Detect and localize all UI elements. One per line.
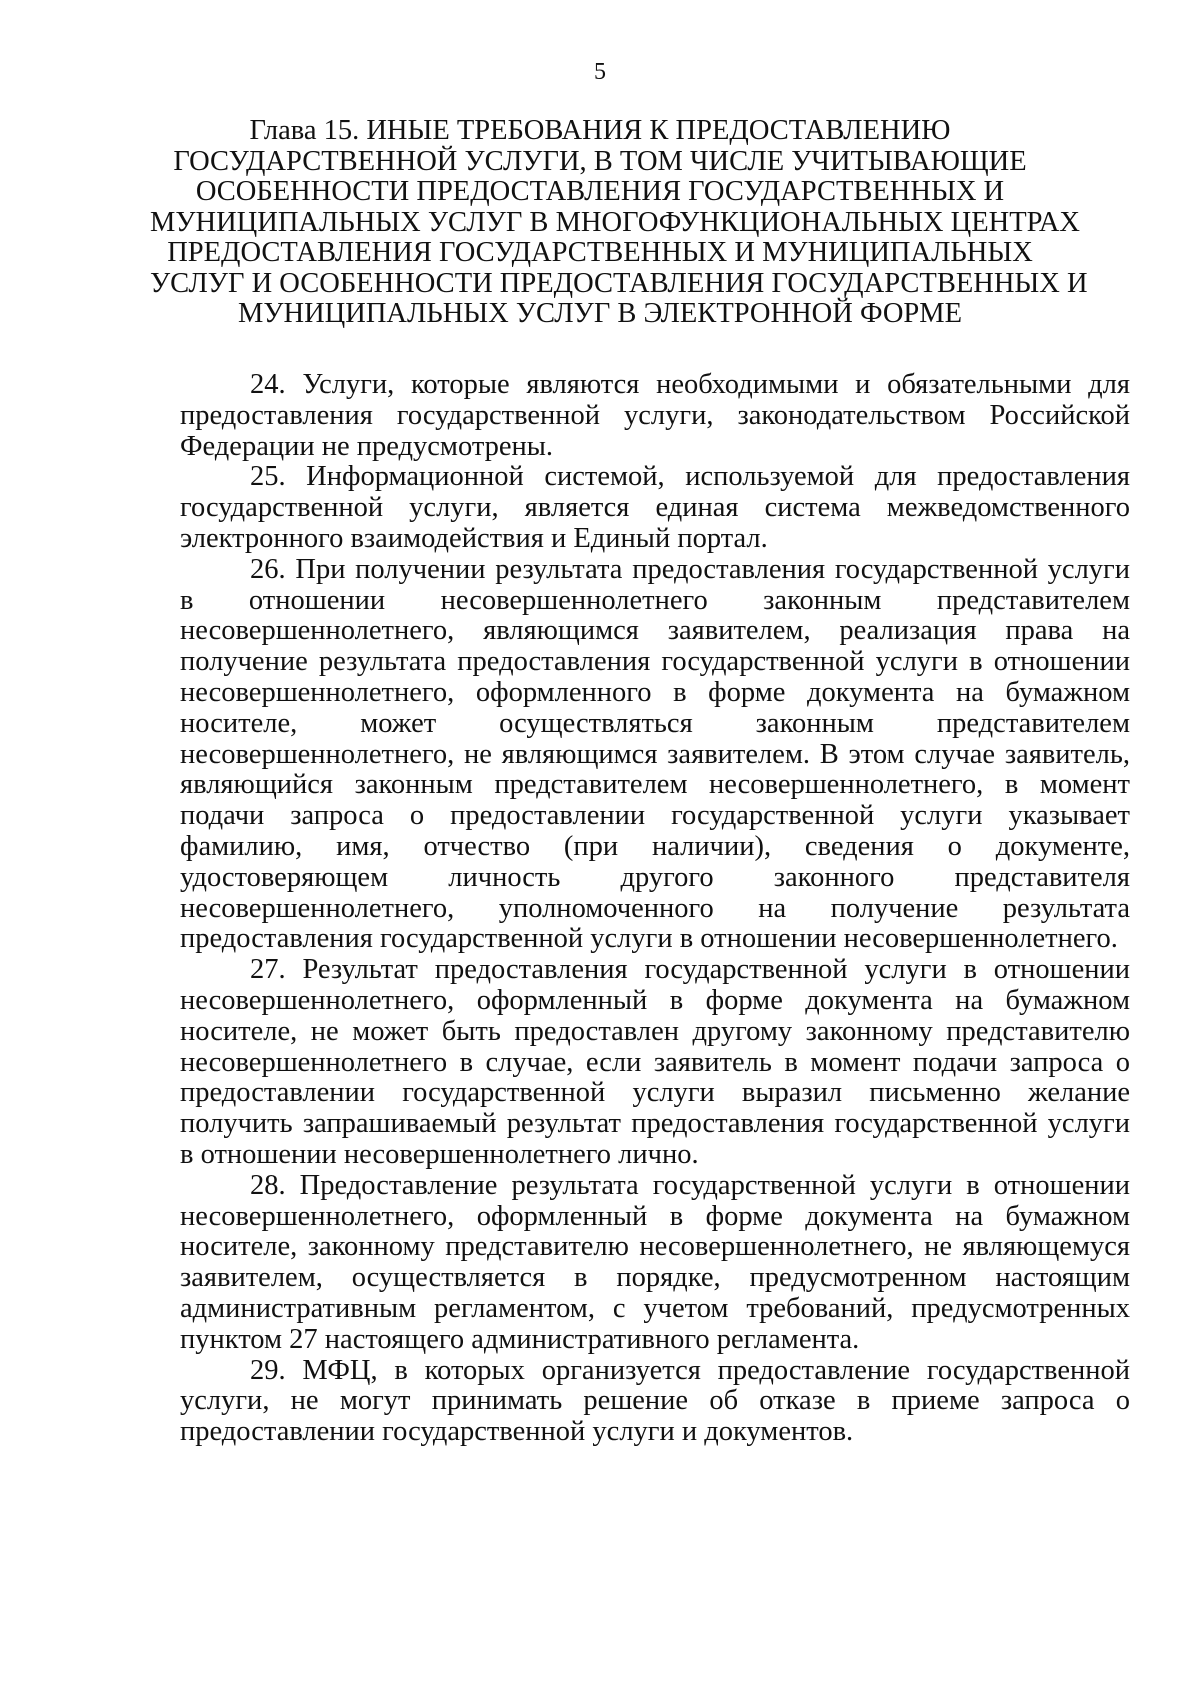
paragraph-line: несовершеннолетнего в случае, если заявитель в момент подачи запроса о bbox=[180, 1046, 1130, 1078]
paragraph-line: 27. Результат предоставления государственной услуги в отношении bbox=[250, 954, 1130, 986]
paragraph-line: 29. МФЦ, в которых организуется предоставление государственной bbox=[250, 1354, 1130, 1386]
paragraph-line: электронного взаимодействия и Единый портал. bbox=[180, 522, 768, 554]
paragraph-line: носителе, не может быть предоставлен другому законному представителю bbox=[180, 1015, 1130, 1047]
paragraph-line: предоставлении государственной услуги и документов. bbox=[180, 1416, 854, 1448]
paragraph-29 bbox=[180, 1356, 1130, 1448]
chapter-title-line: Глава 15. ИНЫЕ ТРЕБОВАНИЯ К ПРЕДОСТАВЛЕНИЮ bbox=[249, 115, 951, 146]
chapter-title-line: ОСОБЕННОСТИ ПРЕДОСТАВЛЕНИЯ ГОСУДАРСТВЕННЫХ И bbox=[195, 176, 1005, 207]
paragraph-line: предоставлении государственной услуги выразил письменно желание bbox=[180, 1077, 1130, 1109]
chapter-title bbox=[150, 115, 1088, 330]
page-number: 5 bbox=[594, 59, 606, 85]
paragraph-line: несовершеннолетнего, являющимся заявителем, реализация права на bbox=[180, 615, 1130, 647]
paragraph-28 bbox=[180, 1171, 1130, 1356]
paragraph-24 bbox=[180, 370, 1130, 462]
paragraph-line: получить запрашиваемый результат предоставления государственной услуги bbox=[180, 1108, 1130, 1140]
paragraph-line: несовершеннолетнего, оформленного в форме документа на бумажном bbox=[180, 676, 1130, 708]
paragraph-line: услуги, не могут принимать решение об отказе в приеме запроса о bbox=[180, 1385, 1130, 1417]
paragraph-line: административным регламентом, с учетом требований, предусмотренных bbox=[180, 1292, 1130, 1324]
paragraph-line: фамилию, имя, отчество (при наличии), сведения о документе, bbox=[180, 830, 1130, 862]
paragraph-line: в отношении несовершеннолетнего лично. bbox=[180, 1138, 699, 1170]
paragraph-line: несовершеннолетнего, уполномоченного на получение результата bbox=[180, 892, 1130, 924]
paragraph-line: получение результата предоставления государственной услуги в отношении bbox=[180, 646, 1130, 678]
paragraph-line: в отношении несовершеннолетнего законным представителем bbox=[180, 584, 1130, 616]
paragraph-line: удостоверяющем личность другого законного представителя bbox=[180, 861, 1130, 893]
paragraph-line: несовершеннолетнего, оформленный в форме документа на бумажном bbox=[180, 984, 1130, 1016]
paragraph-line: 28. Предоставление результата государственной услуги в отношении bbox=[250, 1169, 1130, 1201]
document-body bbox=[180, 370, 1130, 1448]
paragraph-line: несовершеннолетнего, не являющимся заявителем. В этом случае заявитель, bbox=[180, 738, 1130, 770]
paragraph-line: пунктом 27 настоящего административного регламента. bbox=[180, 1323, 860, 1355]
paragraph-line: предоставления государственной услуги в отношении несовершеннолетнего. bbox=[180, 923, 1118, 955]
chapter-title-line: МУНИЦИПАЛЬНЫХ УСЛУГ В ЭЛЕКТРОННОЙ ФОРМЕ bbox=[237, 298, 963, 329]
paragraph-line: носителе, может осуществляться законным представителем bbox=[180, 707, 1130, 739]
paragraph-27 bbox=[180, 955, 1130, 1171]
chapter-title-line: ГОСУДАРСТВЕННОЙ УСЛУГИ, В ТОМ ЧИСЛЕ УЧИТЫВАЮЩИЕ bbox=[173, 145, 1027, 177]
paragraph-line: заявителем, осуществляется в порядке, предусмотренном настоящим bbox=[180, 1262, 1130, 1294]
paragraph-line: несовершеннолетнего, оформленный в форме документа на бумажном bbox=[180, 1200, 1130, 1232]
paragraph-line: Федерации не предусмотрены. bbox=[180, 430, 554, 462]
paragraph-line: 25. Информационной системой, используемой для предоставления bbox=[250, 461, 1130, 493]
paragraph-line: 24. Услуги, которые являются необходимыми и обязательными для bbox=[250, 369, 1130, 400]
paragraph-line: подачи запроса о предоставлении государственной услуги указывает bbox=[180, 800, 1130, 832]
chapter-title-line: УСЛУГ И ОСОБЕННОСТИ ПРЕДОСТАВЛЕНИЯ ГОСУДАРСТВЕННЫХ И bbox=[150, 267, 1088, 299]
paragraph-line: носителе, законному представителю несовершеннолетнего, не являющемуся bbox=[180, 1231, 1130, 1263]
paragraph-line: являющийся законным представителем несовершеннолетнего, в момент bbox=[180, 769, 1130, 801]
paragraph-line: 26. При получении результата предоставления государственной услуги bbox=[250, 553, 1130, 585]
paragraph-line: предоставления государственной услуги, законодательством Российской bbox=[180, 399, 1130, 431]
paragraph-line: государственной услуги, является единая система межведомственного bbox=[180, 492, 1130, 524]
chapter-title-line: МУНИЦИПАЛЬНЫХ УСЛУГ В МНОГОФУНКЦИОНАЛЬНЫХ ЦЕНТРАХ bbox=[150, 206, 1080, 238]
paragraph-26 bbox=[180, 555, 1130, 955]
chapter-title-line: ПРЕДОСТАВЛЕНИЯ ГОСУДАРСТВЕННЫХ И МУНИЦИПАЛЬНЫХ bbox=[167, 237, 1033, 268]
paragraph-25 bbox=[180, 462, 1130, 554]
